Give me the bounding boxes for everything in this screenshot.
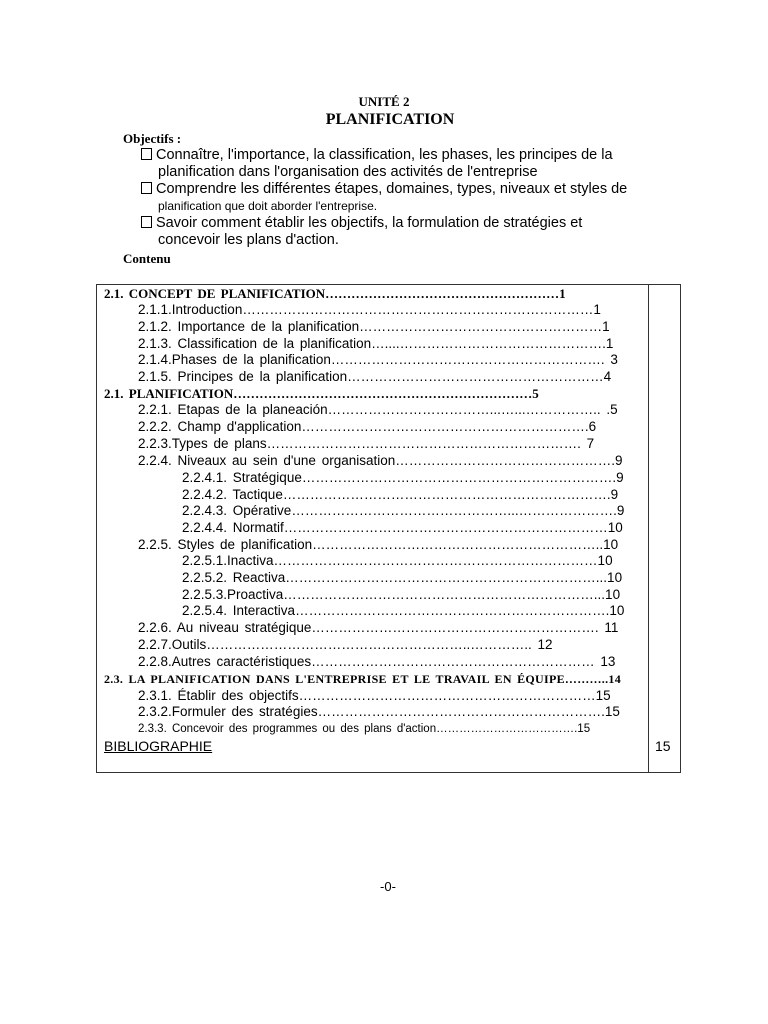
- objective-line: concevoir les plans d'action.: [158, 232, 339, 248]
- toc-entry: 2.2.5.3.Proactiva……………………………………………………………...10: [182, 587, 621, 602]
- toc-entry: 2.2.2. Champ d'application……………………………………………………….6: [138, 419, 597, 434]
- toc-entry: 2.2.4.1. Stratégique…………………………………………………………….9: [182, 470, 624, 485]
- page-number: -0-: [380, 879, 396, 894]
- checkbox-icon: [141, 148, 152, 160]
- bibliography-page: 15: [655, 738, 671, 754]
- toc-entry: 2.2.5.2. Reactiva……………………………………………………………...10: [182, 570, 623, 585]
- toc-entry: 2.1. CONCEPT DE PLANIFICATION………………………………………………1: [104, 286, 566, 301]
- objective-item: [141, 215, 582, 249]
- toc-entry: 2.2.4.4. Normatif………………………………………………………………10: [182, 520, 623, 535]
- toc-entry: 2.2.8.Autres caractéristiques……………………………………………………… 13: [138, 654, 616, 669]
- toc-entry: 2.3.3. Concevoir des programmes ou des plans d'action……………………………….15: [138, 723, 591, 735]
- toc-entry: 2.3.1. Établir des objectifs…………………………………………………………15: [138, 688, 611, 703]
- bibliography-label: BIBLIOGRAPHIE: [104, 738, 213, 754]
- toc-entry: 2.2.4.2. Tactique……………………………………………………………….9: [182, 487, 619, 502]
- toc-entry: 2.1.3. Classification de la planification…....……………………………………….1: [138, 336, 614, 351]
- toc-entry: 2.2.5.4. Interactiva…………………………………………………………….10: [182, 603, 625, 618]
- toc-entry: 2.2.7.Outils…………………………………………………..………….. 12: [138, 637, 553, 652]
- checkbox-icon: [141, 216, 152, 228]
- objective-line: planification dans l'organisation des activités de l'entreprise: [158, 164, 538, 180]
- toc-entry: 2.2.5. Styles de planification………………………………………………………..10: [138, 537, 619, 552]
- unit-label: UNITÉ 2: [358, 94, 410, 109]
- toc-entry: 2.2.5.1.Inactiva………………………………………………………………10: [182, 553, 613, 568]
- objective-line: planification que doit aborder l'entreprise.: [158, 199, 378, 213]
- toc-entry: 2.1.2. Importance de la planification………………………………………………1: [138, 319, 610, 334]
- objectives-heading: Objectifs :: [123, 131, 182, 146]
- checkbox-icon: [141, 182, 152, 194]
- toc-entry: 2.1.1.Introduction……………………………………………………………………1: [138, 302, 601, 317]
- contents-heading: Contenu: [123, 251, 171, 266]
- toc-entry-bibliography: [104, 738, 212, 754]
- objective-line: Comprendre les différentes étapes, domaines, types, niveaux et styles de: [156, 181, 628, 197]
- toc-entry: 2.3. LA PLANIFICATION DANS L'ENTREPRISE ET LE TRAVAIL EN ÉQUIPE………..14: [104, 672, 622, 686]
- toc-entry: 2.2.4.3. Opérative…………………………………………...………………….9: [182, 503, 625, 518]
- toc-entry: 2.2.1. Etapas de la planeación………………………………...…...…………….. .5: [138, 402, 618, 417]
- toc-entry: 2.1.5. Principes de la planification…………………………………………………4: [138, 369, 612, 384]
- objective-line: Savoir comment établir les objectifs, la formulation de stratégies et: [156, 215, 583, 231]
- unit-title: PLANIFICATION: [325, 111, 455, 128]
- toc-entry: 2.1. PLANIFICATION……………………………………………………………5: [104, 386, 539, 401]
- objective-line: Connaître, l'importance, la classification, les phases, les principes de la: [156, 147, 613, 163]
- toc-entry: 2.3.2.Formuler des stratégies……………………………………………………….15: [138, 704, 620, 719]
- objective-item: [141, 181, 627, 215]
- objective-item: [141, 147, 613, 181]
- toc-entry: 2.2.4. Niveaux au sein d'une organisation………………………………………….9: [138, 453, 623, 468]
- toc-entry: 2.1.4.Phases de la planification……………………………………………………. 3: [138, 352, 618, 367]
- toc-column-divider: [648, 284, 649, 773]
- toc-entry: 2.2.3.Types de plans……………………………………………………………. 7: [138, 436, 595, 451]
- toc-entry: 2.2.6. Au niveau stratégique………………………………………………………. 11: [138, 620, 619, 635]
